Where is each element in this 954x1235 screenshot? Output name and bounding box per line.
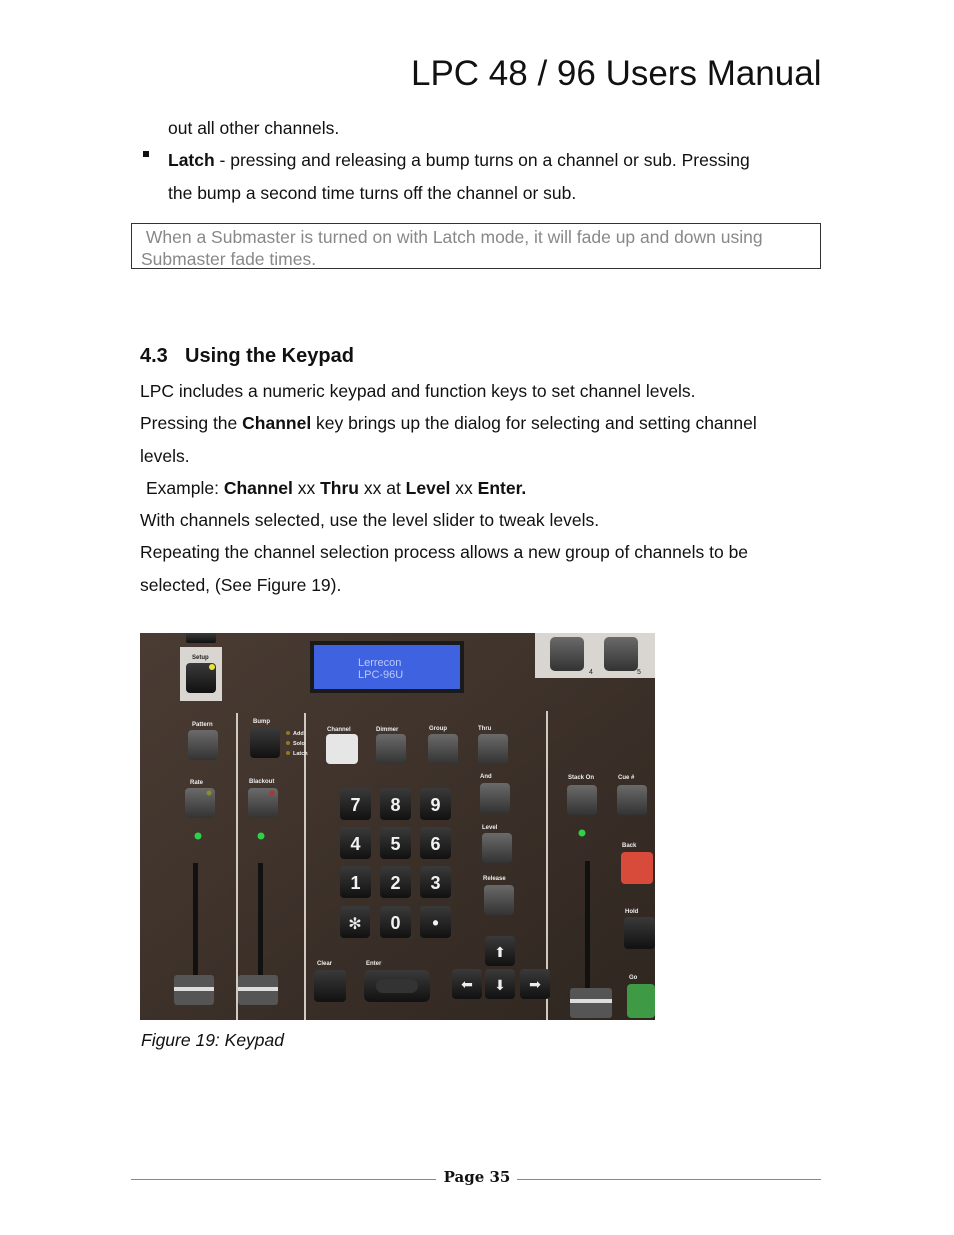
keypad-key-label: 5 — [390, 834, 401, 854]
lcd-line-1: Lerrecon — [358, 657, 402, 669]
thru-label: Thru — [478, 726, 492, 732]
keypad-key-label: 2 — [390, 873, 401, 893]
latch-item-line1: Latch - pressing and releasing a bump turns on a channel or sub. Pressing — [168, 150, 750, 170]
pattern-label: Pattern — [192, 722, 213, 728]
hold-label: Hold — [625, 909, 639, 915]
group-label: Group — [429, 726, 447, 732]
release-label: Release — [483, 876, 506, 882]
enter-label: Enter — [366, 961, 382, 967]
figure-caption: Figure 19: Keypad — [141, 1030, 285, 1050]
note-box — [131, 223, 821, 269]
paragraph-2-line2: levels. — [140, 446, 190, 466]
level-label: Level — [482, 825, 498, 831]
clear-label: Clear — [317, 961, 333, 967]
footer-rule-right — [517, 1179, 821, 1180]
paragraph-5-line1: Repeating the channel selection process allows a new group of channels to be — [140, 542, 749, 562]
page-header-title: LPC 48 / 96 Users Manual — [411, 54, 822, 93]
channel-label: Channel — [327, 727, 351, 733]
keypad-key-label: 7 — [350, 795, 361, 815]
bump-label: Bump — [253, 719, 270, 725]
latch-term: Latch — [168, 150, 215, 170]
dimmer-label: Dimmer — [376, 727, 399, 733]
latch-item-line2: the bump a second time turns off the channel or sub. — [168, 183, 577, 203]
svg-text:⬅: ⬅ — [461, 976, 473, 992]
cue-label: Cue # — [618, 775, 635, 781]
add-label: Add — [293, 731, 304, 737]
keypad-key-label: 1 — [350, 873, 361, 893]
rate-label: Rate — [190, 780, 204, 786]
footer-rule-left — [131, 1179, 436, 1180]
svg-text:➡: ➡ — [529, 976, 541, 992]
keypad-key-label: • — [432, 913, 439, 933]
keypad-key-label: 6 — [430, 834, 441, 854]
solo-label: Solo — [293, 741, 305, 747]
keypad-photo — [140, 633, 655, 1020]
section-heading — [140, 345, 354, 368]
sub-5-label: 5 — [637, 669, 641, 676]
paragraph-5-line2: selected, (See Figure 19). — [140, 575, 342, 595]
svg-text:⬇: ⬇ — [494, 977, 506, 993]
keypad-key-label: 8 — [390, 795, 401, 815]
continuation-line: out all other channels. — [168, 118, 340, 138]
paragraph-2-line1: Pressing the Channel key brings up the dialog for selecting and setting channel — [140, 413, 757, 433]
back-label: Back — [622, 843, 637, 849]
latch-label: Latch — [293, 751, 308, 757]
paragraph-1: LPC includes a numeric keypad and function keys to set channel levels. — [140, 381, 696, 401]
section-number: 4.3 — [140, 345, 168, 367]
paragraph-4: With channels selected, use the level slider to tweak levels. — [140, 510, 600, 530]
bullet-marker — [143, 151, 149, 157]
stack-on-label: Stack On — [568, 775, 595, 781]
blackout-label: Blackout — [249, 779, 275, 785]
keypad-key-label: 3 — [430, 873, 441, 893]
setup-label: Setup — [192, 655, 209, 661]
go-label: Go — [629, 975, 638, 981]
svg-text:✻: ✻ — [348, 916, 362, 933]
note-line-2: Submaster fade times. — [141, 249, 317, 269]
keypad-key-label: 9 — [430, 795, 441, 815]
svg-text:⬆: ⬆ — [494, 944, 506, 960]
note-line-1: When a Submaster is turned on with Latch mode, it will fade up and down using — [145, 227, 763, 247]
page-number: Page 35 — [443, 1168, 511, 1186]
keypad-key-label: 0 — [390, 913, 401, 933]
example-line: Example: Channel xx Thru xx at Level xx Enter. — [146, 478, 527, 498]
lcd-line-2: LPC-96U — [358, 669, 404, 681]
section-title: Using the Keypad — [185, 345, 354, 367]
and-label: And — [480, 774, 492, 780]
keypad-key-label: 4 — [350, 834, 361, 854]
sub-4-label: 4 — [589, 669, 593, 676]
